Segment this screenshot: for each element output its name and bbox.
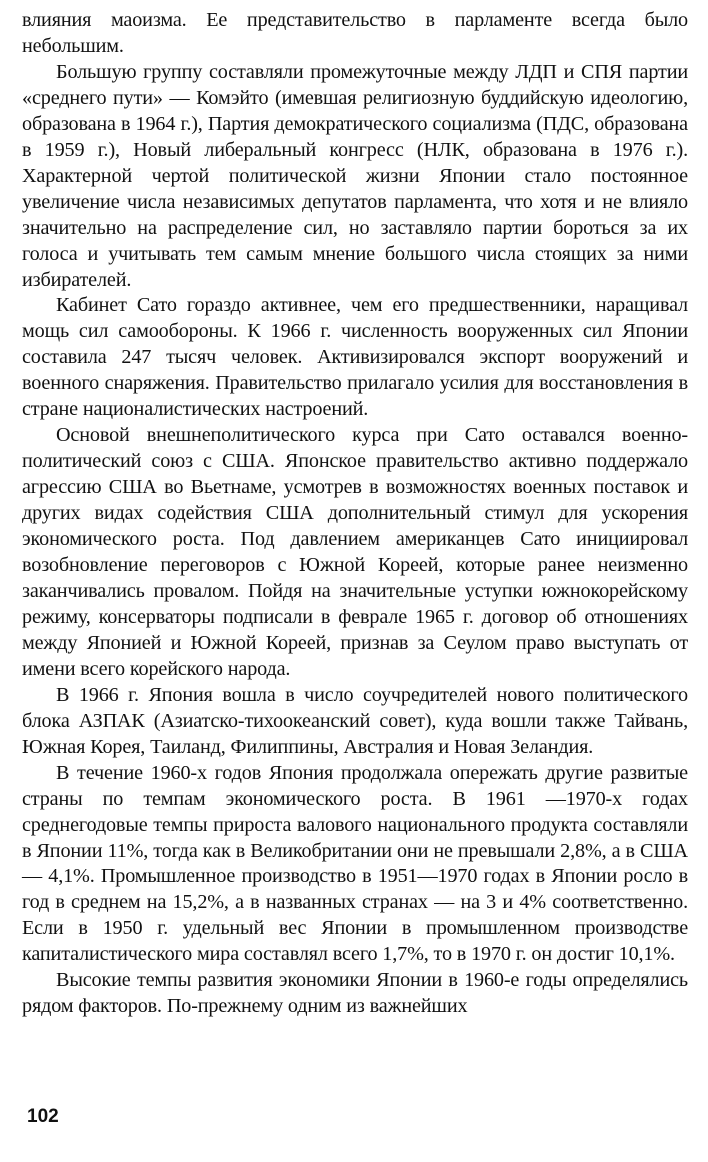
paragraph-azpak: В 1966 г. Япония вошла в число соучредителей нового политического блока АЗПАК (Азиатско-тихоокеанский совет), куда вошли также Тайвань, Южная Корея, Таиланд, Филиппины, Австралия и Новая Зеландия. <box>22 683 688 758</box>
body-text <box>22 8 688 1020</box>
paragraph-continued: влияния маоизма. Ее представительство в парламенте всегда было небольшим. <box>22 9 688 57</box>
page-number: 102 <box>27 1106 59 1127</box>
paragraph-parties: Большую группу составляли промежуточные между ЛДП и СПЯ партии «среднего пути» — Комэйто (имевшая религиозную буддийскую идеологию, образована в 1964 г.), Партия демократического социализма (ПДС, образована в 1959 г.), Новый либеральный конгресс (НЛК, образована в 1976 г.). Характерной чертой политической жизни Японии стало постоянное увеличение числа независимых депутатов парламента, что хотя и не влияло значительно на распределение сил, но заставляло партии бороться за их голоса и учитывать тем самым мнение большого числа стоящих за ними избирателей. <box>22 60 688 291</box>
paragraph-economic-growth: В течение 1960-х годов Япония продолжала опережать другие развитые страны по темпам экономического роста. В 1961 —1970-х годах среднегодовые темпы прироста валового национального продукта составляли в Японии 11%, тогда как в Великобритании они не превышали 2,8%, а в США — 4,1%. Промышленное производство в 1951—1970 годах в Японии росло в год в среднем на 15,2%, а в названных странах — на 3 и 4% соответственно. Если в 1950 г. удельный вес Японии в промышленном производстве капиталистического мира составлял всего 1,7%, то в 1970 г. он достиг 10,1%. <box>22 761 688 966</box>
paragraph-factors: Высокие темпы развития экономики Японии в 1960-е годы определялись рядом факторов. По-прежнему одним из важнейших <box>22 969 688 1018</box>
paragraph-foreign-policy: Основой внешнеполитического курса при Сато оставался военно-политический союз с США. Японское правительство активно поддержало агрессию США во Вьетнаме, усмотрев в возможностях военных поставок и других видах содействия США дополнительный стимул для ускорения экономического роста. Под давлением американцев Сато инициировал возобновление переговоров с Южной Кореей, которые ранее неизменно заканчивались провалом. Пойдя на значительные уступки южнокорейскому режиму, консерваторы подписали в феврале 1965 г. договор об отношениях между Японией и Южной Кореей, признав за Сеулом право выступать от имени всего корейского народа. <box>22 424 688 680</box>
paragraph-sato-cabinet: Кабинет Сато гораздо активнее, чем его предшественники, наращивал мощь сил самообороны. К 1966 г. численность вооруженных сил Японии составила 247 тысяч человек. Активизировался экспорт вооружений и военного снаряжения. Правительство прилагало усилия для восстановления в стране националистических настроений. <box>22 294 688 421</box>
